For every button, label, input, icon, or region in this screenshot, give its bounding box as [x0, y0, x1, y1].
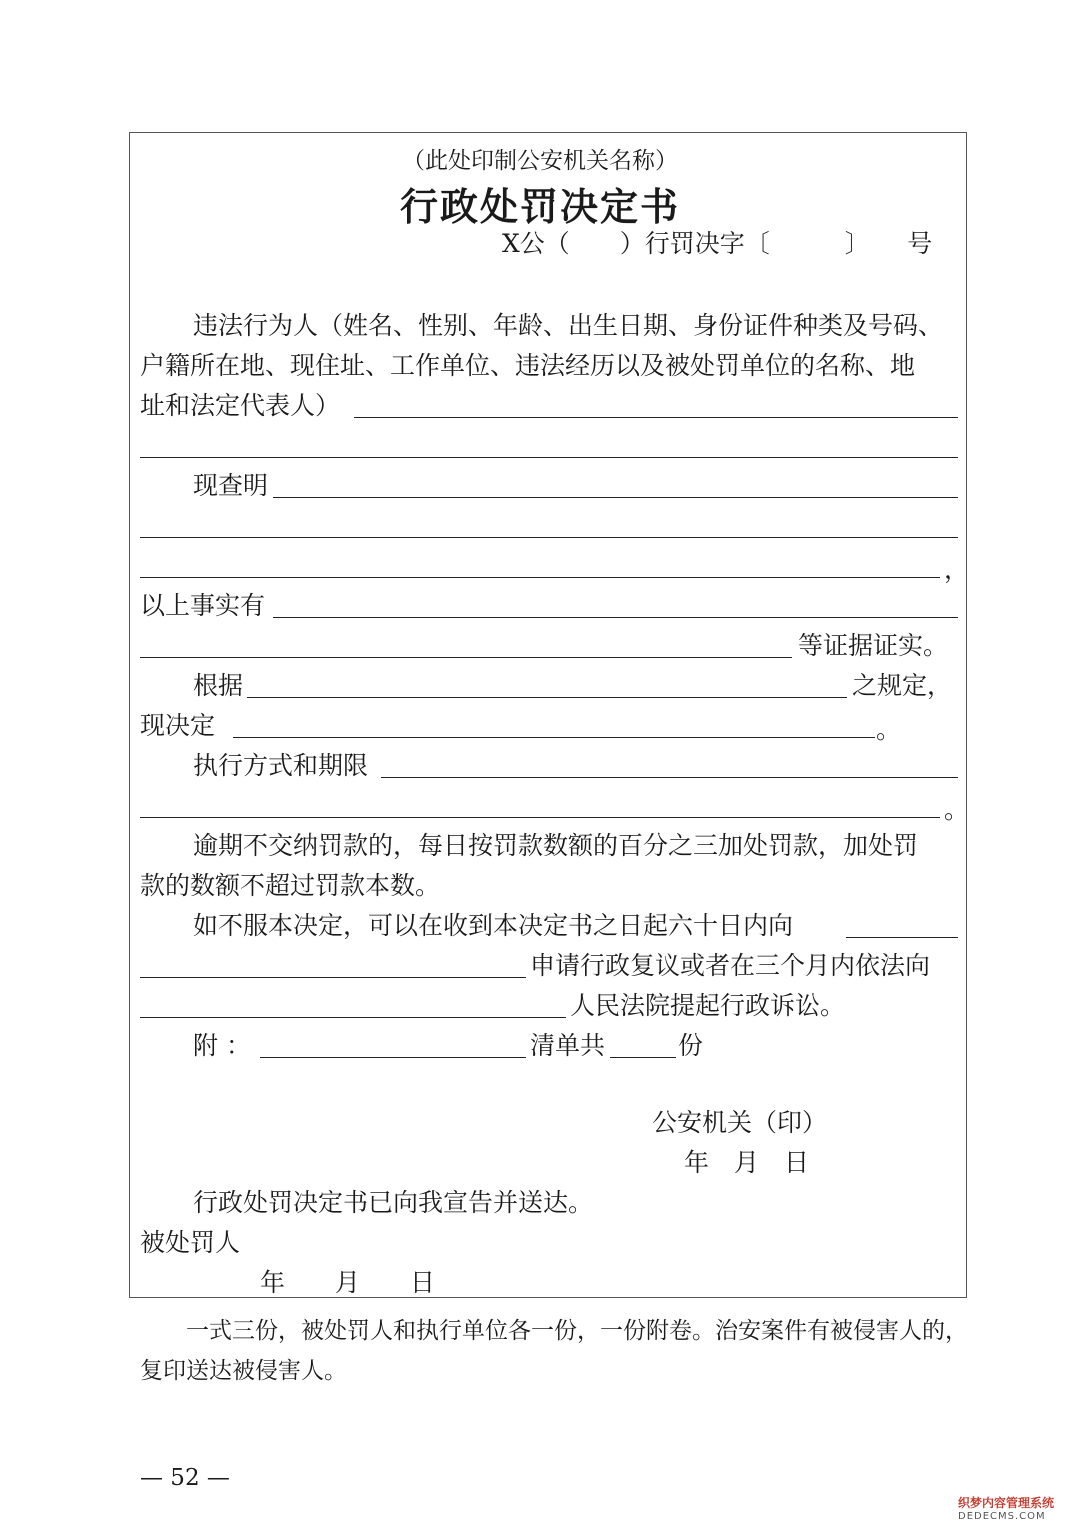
evidence-blank[interactable] [140, 657, 792, 658]
appeal-authority-blank[interactable] [846, 937, 958, 938]
copies-unit: 份 [678, 1031, 704, 1060]
findings-label: 现查明 [193, 471, 269, 500]
offender-blank-2[interactable] [140, 457, 958, 458]
recipient-label: 被处罚人 [140, 1228, 241, 1257]
execution-blank-2[interactable] [140, 817, 940, 818]
facts-label: 以上事实有 [140, 591, 266, 620]
seal-label: 公安机关（印） [652, 1108, 828, 1137]
offender-label-line1: 违法行为人（姓名、性别、年龄、出生日期、身份证件种类及号码、 [193, 311, 944, 340]
basis-blank[interactable] [247, 697, 847, 698]
attachment-label: 附： [193, 1031, 260, 1060]
seal-date: 年 月 日 [684, 1148, 810, 1177]
decision-period: 。 [876, 715, 902, 744]
footnote-line1: 一式三份，被处罚人和执行单位各一份，一份附卷。治安案件有被侵害人的， [186, 1318, 968, 1344]
execution-label: 执行方式和期限 [193, 751, 369, 780]
attachment-blank[interactable] [260, 1057, 526, 1058]
review-authority-blank[interactable] [140, 977, 526, 978]
decision-form-box [129, 132, 970, 1298]
offender-label-line2: 户籍所在地、现住址、工作单位、违法经历以及被处罚单位的名称、地 [140, 351, 916, 380]
page-number: — 52 — [140, 1465, 230, 1491]
basis-label: 根据 [193, 671, 244, 700]
document-number: X公（ ）行罚决字〔 〕 号 [502, 229, 933, 258]
agency-name-placeholder: （此处印制公安机关名称） [402, 148, 678, 174]
appeal-notice-line2: 申请行政复议或者在三个月内依法向 [530, 951, 931, 980]
list-count-blank[interactable] [610, 1057, 676, 1058]
decision-label: 现决定 [140, 711, 216, 740]
recipient-date: 年 月 日 [260, 1268, 436, 1297]
findings-blank[interactable] [273, 497, 958, 498]
watermark-line1: 织梦内容管理系统 [958, 1496, 1055, 1510]
appeal-notice-line3: 人民法院提起行政诉讼。 [570, 991, 846, 1020]
watermark-line2: DEDECMS.COM [958, 1511, 1046, 1522]
findings-blank-3[interactable] [140, 577, 940, 578]
court-blank[interactable] [140, 1017, 566, 1018]
basis-suffix: 之规定， [852, 671, 953, 700]
findings-comma: ， [944, 555, 970, 584]
decision-blank[interactable] [233, 737, 875, 738]
execution-blank[interactable] [381, 777, 958, 778]
document-title: 行政处罚决定书 [399, 184, 680, 229]
delivery-notice: 行政处罚决定书已向我宣告并送达。 [193, 1188, 594, 1217]
list-label: 清单共 [530, 1031, 606, 1060]
evidence-suffix: 等证据证实。 [798, 631, 949, 660]
findings-blank-2[interactable] [140, 537, 958, 538]
execution-period: 。 [944, 795, 970, 824]
offender-label-line3: 址和法定代表人） [140, 391, 341, 420]
overdue-notice-line1: 逾期不交纳罚款的，每日按罚款数额的百分之三加处罚款，加处罚 [193, 831, 919, 860]
footnote-line2: 复印送达被侵害人。 [140, 1358, 347, 1384]
facts-blank[interactable] [273, 617, 958, 618]
appeal-notice-line1: 如不服本决定，可以在收到本决定书之日起六十日内向 [193, 911, 794, 940]
overdue-notice-line2: 款的数额不超过罚款本数。 [140, 871, 441, 900]
offender-blank[interactable] [354, 417, 958, 418]
watermark-logo [958, 1494, 1076, 1522]
